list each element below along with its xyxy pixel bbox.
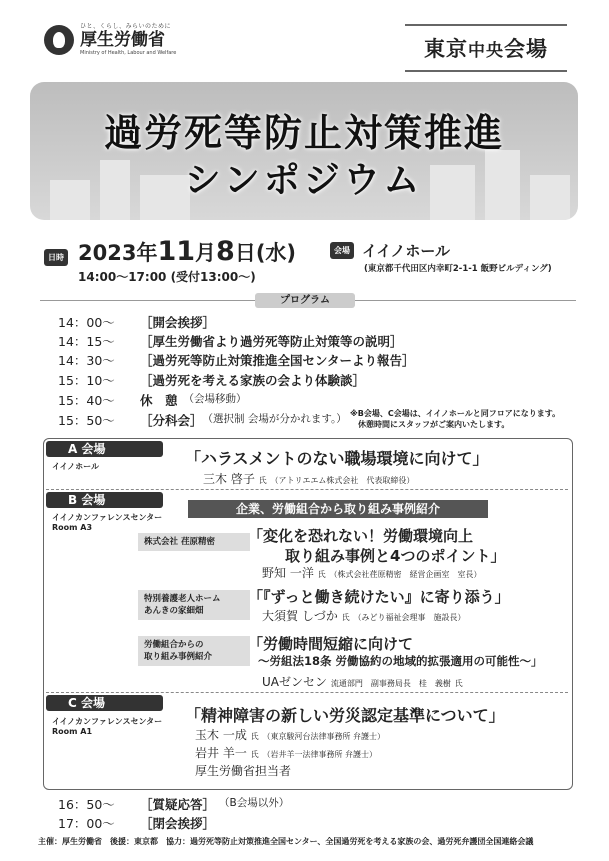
speaker-honorific: 氏 — [250, 750, 259, 759]
banner-title-line1: 過労死等防止対策推進 — [103, 111, 504, 155]
place-badge: 会場 — [330, 242, 354, 259]
venue-c-room — [52, 717, 162, 737]
talk-org-line1: 労働組合からの — [144, 640, 204, 650]
venue-tag-tokyo: 東京 — [424, 37, 468, 61]
talk-org-line1: 株式会社 荏原精密 — [144, 537, 215, 547]
speaker-name: 三木 啓子 — [203, 472, 255, 486]
speaker-affiliation: （岩井羊一法律事務所 弁護士） — [262, 750, 378, 759]
talk-org-tag — [138, 636, 250, 666]
venue-b-topic-bar: 企業、労働組合から取り組み事例紹介 — [188, 500, 488, 518]
talk-org-line2: あんきの家細畑 — [144, 606, 204, 616]
speaker-name: 玉木 一成 — [195, 728, 247, 742]
venue-note-line1: ※B会場、C会場は、イイノホールと同フロアになります。 — [350, 409, 561, 418]
speaker-affiliation: （東京駿河台法律事務所 弁護士） — [262, 732, 386, 741]
speaker-honorific: 氏 — [317, 570, 326, 579]
speaker-name: UAゼンセン — [262, 675, 327, 689]
speaker-honorific: 氏 — [250, 732, 259, 741]
venue-tag — [405, 24, 567, 72]
venue-b-room-line1: イイノカンファレンスセンター — [52, 513, 163, 522]
venue-b-header: B 会場 — [46, 492, 163, 508]
talk-org-tag — [138, 590, 250, 620]
program-time: 14：00～ — [58, 315, 115, 330]
venue-c-title: 「精神障害の新しい労災認定基準について」 — [185, 706, 505, 725]
date-day-unit: 日 — [234, 241, 256, 265]
ministry-logo — [44, 24, 176, 56]
logo-name: 厚生労働省 — [80, 30, 165, 50]
program-item — [58, 332, 403, 350]
date-badge: 日時 — [44, 249, 68, 266]
program-time: 15：50～ — [58, 413, 115, 428]
speaker-honorific: 氏 — [258, 476, 267, 485]
date-month: 11 — [157, 236, 196, 267]
venue-b-room — [52, 513, 162, 533]
section-divider — [46, 489, 568, 490]
event-date — [44, 236, 296, 267]
program-title: ［過労死等防止対策推進全国センターより報告］ — [140, 353, 415, 368]
talk-title-line1: 「労働時間短縮に向けて — [248, 635, 414, 653]
speaker-name: 岩井 羊一 — [195, 746, 247, 760]
logo-english: Ministry of Health, Labour and Welfare — [80, 50, 177, 56]
program-title: ［厚生労働省より過労死等防止対策等の説明］ — [140, 334, 403, 349]
talk-org-line2: 取り組み事例紹介 — [144, 652, 213, 662]
venue-c-speaker — [195, 762, 291, 779]
talk-title-line1: 「変化を恐れない！労働環境向上 — [248, 527, 474, 545]
talk-org-tag — [138, 533, 250, 551]
program-subtitle: （選択制 会場が分かれます。） — [202, 413, 347, 425]
place-address: (東京都千代田区内幸町2-1-1 飯野ビルディング) — [364, 264, 552, 274]
speaker-honorific: 氏 — [454, 679, 463, 688]
speaker-affiliation: （みどり福祉会理事 施設長） — [353, 613, 466, 622]
venue-note — [350, 408, 560, 430]
venue-note-line2: 休憩時間にスタッフがご案内いたします。 — [358, 420, 510, 429]
event-time: 14:00～17:00 (受付13:00～) — [78, 270, 256, 284]
speaker-affiliation: （アトリエエム株式会社 代表取締役） — [270, 476, 415, 485]
date-day: 8 — [216, 236, 235, 267]
closing-item — [58, 795, 289, 813]
program-time: 15：40～ — [58, 393, 115, 408]
talk-title-line1: 「『ずっと働き続けたい』に寄り添う」 — [248, 588, 510, 606]
event-place — [330, 240, 450, 261]
program-time: 16：50～ — [58, 797, 115, 812]
banner-title-line2: シンポジウム — [184, 160, 424, 201]
logo-tagline: ひと、くらし、みらいのために — [80, 23, 172, 30]
talk-org-line1: 特別養護老人ホーム — [144, 594, 221, 604]
talk-speaker — [262, 607, 465, 624]
program-label: プログラム — [255, 293, 355, 308]
program-item — [58, 313, 215, 331]
date-value — [78, 236, 296, 267]
venue-tag-chuo: 中央 — [468, 41, 504, 61]
venue-tag-kaijo: 会場 — [504, 37, 548, 61]
organizer-footer: 主催：厚生労働省 後援：東京都 協力：過労死等防止対策推進全国センター、全国過労死を考える家族の会、過労死弁護団全国連絡会議 — [38, 837, 534, 846]
program-title: ［質疑応答］ — [140, 797, 216, 812]
program-title: ［閉会挨拶］ — [140, 816, 216, 831]
ministry-logo-icon — [44, 25, 74, 55]
talk-title-line2: 取り組み事例と4つのポイント」 — [285, 547, 506, 565]
program-title: ［過労死を考える家族の会より体験談］ — [140, 373, 366, 388]
venue-c-room-line1: イイノカンファレンスセンター — [52, 717, 163, 726]
talk-title-line2: ～労組法18条 労働協約の地域的拡張適用の可能性～」 — [258, 654, 543, 668]
speaker-affiliation: 流通部門 副事務局長 桂 義樹 — [330, 679, 451, 688]
venue-c-speaker — [195, 726, 385, 743]
speaker-affiliation: （株式会社荏原精密 経営企画室 室長） — [329, 570, 482, 579]
program-time: 14：15～ — [58, 334, 115, 349]
talk-speaker — [262, 564, 481, 581]
program-item — [58, 411, 347, 429]
program-item — [58, 371, 365, 389]
program-title: ［分科会］ — [140, 413, 203, 428]
program-subtitle: （B会場以外） — [219, 797, 290, 809]
place-name: イイノホール — [362, 242, 451, 260]
program-title: 休 憩 — [140, 393, 178, 408]
date-month-unit: 月 — [195, 241, 217, 265]
program-item — [58, 391, 247, 409]
date-year: 2023年 — [78, 241, 158, 265]
program-item — [58, 351, 415, 369]
talk-speaker — [262, 673, 463, 690]
venue-a-title: 「ハラスメントのない職場環境に向けて」 — [185, 449, 489, 468]
venue-a-speaker — [203, 470, 414, 487]
program-title: ［開会挨拶］ — [140, 315, 216, 330]
venue-b-room-line2: Room A3 — [52, 523, 93, 532]
title-banner — [30, 82, 578, 220]
program-subtitle: （会場移動） — [183, 393, 247, 405]
venue-c-header: C 会場 — [46, 695, 163, 711]
program-time: 17：00～ — [58, 816, 115, 831]
venue-a-header: A 会場 — [46, 441, 163, 457]
section-divider — [46, 692, 568, 693]
speaker-name: 大須賀 しづか — [262, 609, 338, 623]
program-time: 14：30～ — [58, 353, 115, 368]
program-time: 15：10～ — [58, 373, 115, 388]
speaker-honorific: 氏 — [341, 613, 350, 622]
date-weekday: (水) — [255, 241, 297, 265]
speaker-name: 厚生労働省担当者 — [195, 764, 292, 778]
closing-item — [58, 814, 215, 832]
speaker-name: 野知 一洋 — [262, 566, 314, 580]
venue-a-room: イイノホール — [52, 462, 99, 471]
venue-c-speaker — [195, 744, 377, 761]
venue-c-room-line2: Room A1 — [52, 727, 93, 736]
